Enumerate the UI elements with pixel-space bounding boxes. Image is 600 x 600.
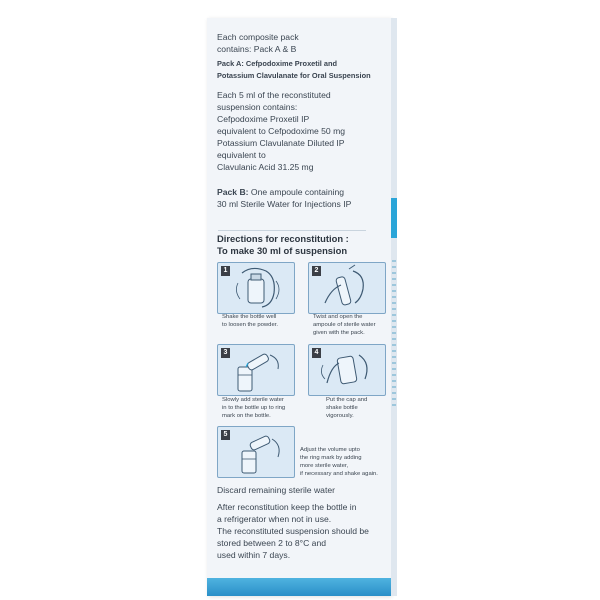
composition-line-5: Potassium Clavulanate Diluted IP bbox=[217, 138, 345, 148]
step-5-number: 5 bbox=[221, 430, 230, 440]
storage-line-1: After reconstitution keep the bottle in bbox=[217, 502, 357, 512]
step-4-text-line-3: vigorously. bbox=[326, 413, 354, 419]
pack-a-title-line-2: Potassium Clavulanate for Oral Suspension bbox=[217, 71, 371, 80]
step-3-text-line-3: mark on the bottle. bbox=[222, 413, 271, 419]
storage-line-4: stored between 2 to 8°C and bbox=[217, 538, 327, 548]
step-2-text-line-1: Twist and open the bbox=[313, 314, 363, 320]
step-3-illustration bbox=[217, 344, 295, 396]
step-4-number: 4 bbox=[312, 348, 321, 358]
step-2-text-line-3: given with the pack. bbox=[313, 330, 365, 336]
step-5-text-line-3: more sterile water, bbox=[300, 463, 349, 469]
step-2-text-line-2: ampoule of sterile water bbox=[313, 322, 376, 328]
step-4-text-line-2: shake bottle bbox=[326, 405, 358, 411]
pack-b-label: Pack B: bbox=[217, 187, 249, 197]
step-1-text-line-1: Shake the bottle well bbox=[222, 314, 277, 320]
directions-title-2: To make 30 ml of suspension bbox=[217, 245, 348, 256]
step-4-illustration bbox=[308, 344, 386, 396]
step-3-text-line-1: Slowly add sterile water bbox=[222, 397, 284, 403]
step-5-text-line-4: if necessary and shake again. bbox=[300, 471, 378, 477]
bottom-color-band bbox=[207, 578, 391, 596]
storage-line-3: The reconstituted suspension should be bbox=[217, 526, 369, 536]
composition-line-1: Each 5 ml of the reconstituted bbox=[217, 90, 331, 100]
step-3-text-line-2: in to the bottle up to ring bbox=[222, 405, 286, 411]
intro-line-1: Each composite pack bbox=[217, 32, 299, 42]
pack-b-text: One ampoule containing bbox=[248, 187, 345, 197]
step-5-illustration bbox=[217, 426, 295, 478]
step-2-illustration bbox=[308, 262, 386, 314]
step-5-text-line-1: Adjust the volume upto bbox=[300, 447, 360, 453]
side-dot-pattern bbox=[392, 260, 396, 410]
step-1-number: 1 bbox=[221, 266, 230, 276]
step-1-text-line-2: to loosen the powder. bbox=[222, 322, 279, 328]
storage-line-2: a refrigerator when not in use. bbox=[217, 514, 332, 524]
composition-line-4: equivalent to Cefpodoxime 50 mg bbox=[217, 126, 346, 136]
step-2-number: 2 bbox=[312, 266, 321, 276]
section-divider bbox=[218, 230, 366, 231]
side-accent-mark bbox=[391, 198, 397, 238]
composition-line-6: equivalent to bbox=[217, 150, 266, 160]
step-5-text-line-2: the ring mark by adding bbox=[300, 455, 362, 461]
intro-line-2: contains: Pack A & B bbox=[217, 44, 297, 54]
step-3-number: 3 bbox=[221, 348, 230, 358]
composition-line-2: suspension contains: bbox=[217, 102, 298, 112]
step-4-text-line-1: Put the cap and bbox=[326, 397, 368, 403]
composition-line-7: Clavulanic Acid 31.25 mg bbox=[217, 162, 314, 172]
pack-b-line-1 bbox=[217, 186, 344, 198]
pack-a-title-line-1: Pack A: Cefpodoxime Proxetil and bbox=[217, 59, 338, 68]
directions-title-1: Directions for reconstitution : bbox=[217, 233, 349, 244]
pack-b-line-2: 30 ml Sterile Water for Injections IP bbox=[217, 199, 352, 209]
step-1-illustration bbox=[217, 262, 295, 314]
discard-note: Discard remaining sterile water bbox=[217, 485, 335, 495]
composition-line-3: Cefpodoxime Proxetil IP bbox=[217, 114, 310, 124]
storage-line-5: used within 7 days. bbox=[217, 550, 291, 560]
